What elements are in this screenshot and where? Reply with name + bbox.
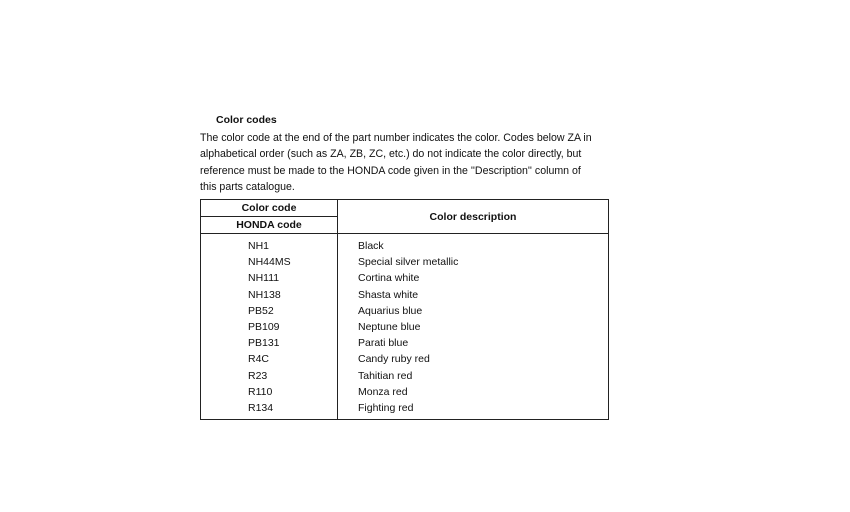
color-code-cell: R134: [248, 401, 274, 414]
color-description-cell: Special silver metallic: [358, 256, 459, 269]
code-column: [201, 234, 338, 420]
color-description-cell: Tahitian red: [358, 369, 413, 382]
color-code-cell: NH1: [248, 240, 270, 252]
color-description-cell: Parati blue: [358, 337, 409, 350]
section-heading: Color codes: [216, 114, 277, 126]
color-code-cell: PB109: [248, 320, 280, 333]
color-code-cell: NH44MS: [248, 256, 291, 269]
color-description-cell: Candy ruby red: [358, 353, 430, 366]
header-color-code: Color code: [201, 200, 338, 217]
color-code-cell: PB131: [248, 337, 280, 350]
color-description-cell: Black: [358, 240, 384, 252]
intro-paragraph: [200, 130, 612, 196]
color-description-cell: Cortina white: [358, 272, 420, 285]
header-honda-code: HONDA code: [201, 217, 338, 234]
color-description-cell: Aquarius blue: [358, 304, 423, 317]
color-code-cell: NH138: [248, 288, 281, 301]
color-code-cell: PB52: [248, 304, 274, 317]
paragraph-line: alphabetical order (such as ZA, ZB, ZC, etc.) do not indicate the color directly, but: [200, 148, 582, 161]
description-column: [338, 234, 609, 420]
color-code-cell: R110: [248, 385, 273, 398]
color-description-cell: Neptune blue: [358, 320, 421, 333]
color-description-cell: Fighting red: [358, 401, 414, 414]
color-code-table: [200, 199, 609, 420]
color-description-cell: Shasta white: [358, 288, 419, 301]
paragraph-line: this parts catalogue.: [200, 181, 295, 194]
color-code-cell: R23: [248, 369, 268, 382]
color-description-cell: Monza red: [358, 385, 408, 398]
color-code-cell: R4C: [248, 353, 270, 366]
header-color-description: Color description: [338, 200, 609, 234]
paragraph-line: The color code at the end of the part number indicates the color. Codes below ZA in: [200, 132, 592, 144]
paragraph-line: reference must be made to the HONDA code given in the ''Description'' column of: [200, 164, 581, 177]
color-code-cell: NH111: [248, 272, 280, 285]
